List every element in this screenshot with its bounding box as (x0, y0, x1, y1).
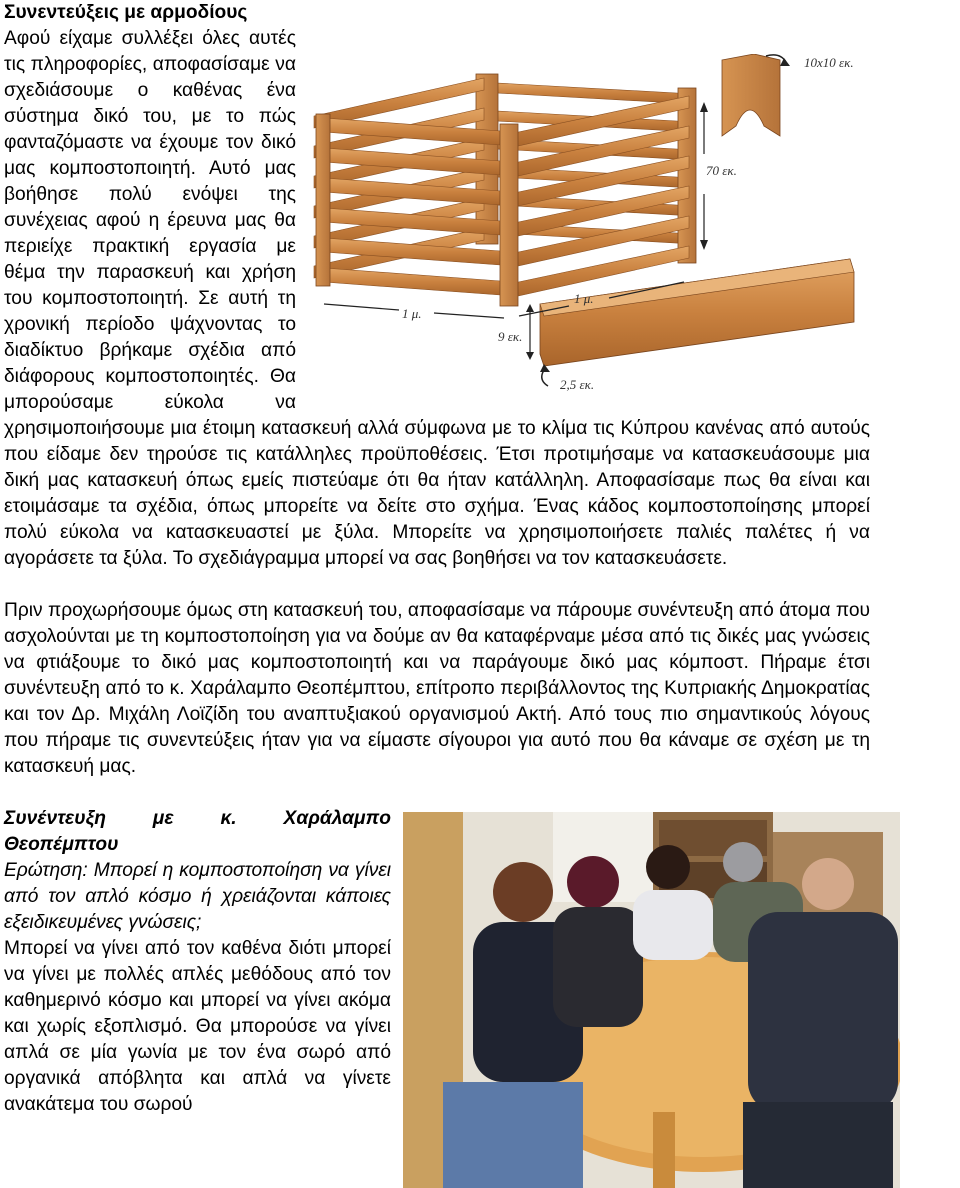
document-page (4, 0, 870, 1188)
interview-answer: Μπορεί να γίνει από τον καθένα διότι μπορεί να γίνει με πολλές απλές μεθόδους από τον καθημερινό κόσμο και μπορεί να γίνει ακόμα και χωρίς εξοπλισμό. Θα μπορούσε να γίνει απλά σε μία γωνία με τον ένα σωρό από οργανικά απόβλητα και απλά να γίνετε ανακάτεμα του σωρού (4, 938, 391, 1115)
compost-bin-diagram (304, 54, 870, 394)
interview-photo (403, 812, 900, 1188)
interview-question: Ερώτηση: Μπορεί η κομποστοποίηση να γίνει από τον απλό κόσμο ή χρειάζονται κάποιες εξειδικευμένες γνώσεις; (4, 860, 391, 933)
label-post-size: 10x10 εκ. (804, 55, 854, 70)
photo-illustration (403, 812, 900, 1188)
label-height: 70 εκ. (706, 163, 737, 178)
label-width-front: 1 μ. (402, 306, 422, 321)
label-board-height: 9 εκ. (498, 329, 523, 344)
interview-section (4, 806, 870, 1118)
interview-title-line2: Θεοπέμπτου (4, 834, 119, 855)
interview-title-line1: Συνέντευξη με κ. Χαράλαμπο (4, 808, 391, 829)
second-paragraph: Πριν προχωρήσουμε όμως στη κατασκευή του, αποφασίσαμε να πάρουμε συνέντευξη από άτομα που ασχολούνται με τη κομποστοποίηση για να δούμε αν θα καταφέρναμε μέσα από τις δικές μας γνώσεις να φτιάξουμε το δικό μας κομποστοποιητή και να παράγουμε δικό μας κόμποστ. Πήραμε έτσι συνέντευξη από το κ. Χαράλαμπο Θεοπέμπτου, επίτροπο περιβάλλοντος της Κυπριακής Δημοκρατίας και τον Δρ. Μιχάλη Λοϊζίδη του αναπτυξιακού οργανισμού Ακτή. Από τους πιο σημαντικούς λόγους που πήραμε τις συνεντεύξεις ήταν για να είμαστε σίγουροι για αυτό που θα κάναμε σε σχέση με τη κατασκευή μας. (4, 600, 870, 777)
intro-paragraph (4, 26, 870, 572)
label-board-thickness: 2,5 εκ. (560, 377, 595, 392)
post-detail (722, 54, 790, 136)
compost-bin-drawing (304, 54, 870, 394)
intro-text: Αφού είχαμε συλλέξει όλες αυτές τις πληροφορίες, αποφασίσαμε να σχεδιάσουμε ο καθένας ένα σύστημα δικό του, με το πώς φανταζόμαστε να έχουμε τον δικό μας κομποστοποιητή. Αυτό μας βοήθησε πολύ ενόψει της συνέχειας αφού η έρευνα μας θα περιείχε πρακτική εργασία με θέμα την παρασκευή και χρήση του κομποστοποιητή. Σε αυτή τη χρονική περίοδο ψάχνοντας το διαδίκτυο βρήκαμε σχέδια από διάφορους κομποστοποιητές. Θα μπορούσαμε εύκολα να χρησιμοποιήσουμε μια έτοιμη κατασκευή αλλά σύμφωνα με το κλίμα τις Κύπρου κανένας από αυτούς που είδαμε δεν τηρούσε τις κατάλληλες προϋποθέσεις. Έτσι προτιμήσαμε να κατασκευάσουμε μια δική μας κατασκευή όπως εμείς πιστεύαμε ότι θα ήταν κατάλληλη. Αποφασίσαμε πως θα είναι και ετοιμάσαμε τα σχέδια, όπως μπορείτε να δείτε στο σχήμα. Ένας κάδος κομποστοποίησης μπορεί πολύ εύκολα να κατασκευαστεί με ξύλα. Μπορείτε να χρησιμοποιήσετε παλιές παλέτες ή να αγοράσετε τα ξύλα. Το σχεδιάγραμμα μπορεί να σας βοηθήσει να τον κατασκευάσετε. (4, 28, 870, 569)
section-heading: Συνεντεύξεις με αρμοδίους (4, 2, 248, 23)
back-post (476, 74, 498, 244)
label-width-side: 1 μ. (574, 291, 594, 306)
